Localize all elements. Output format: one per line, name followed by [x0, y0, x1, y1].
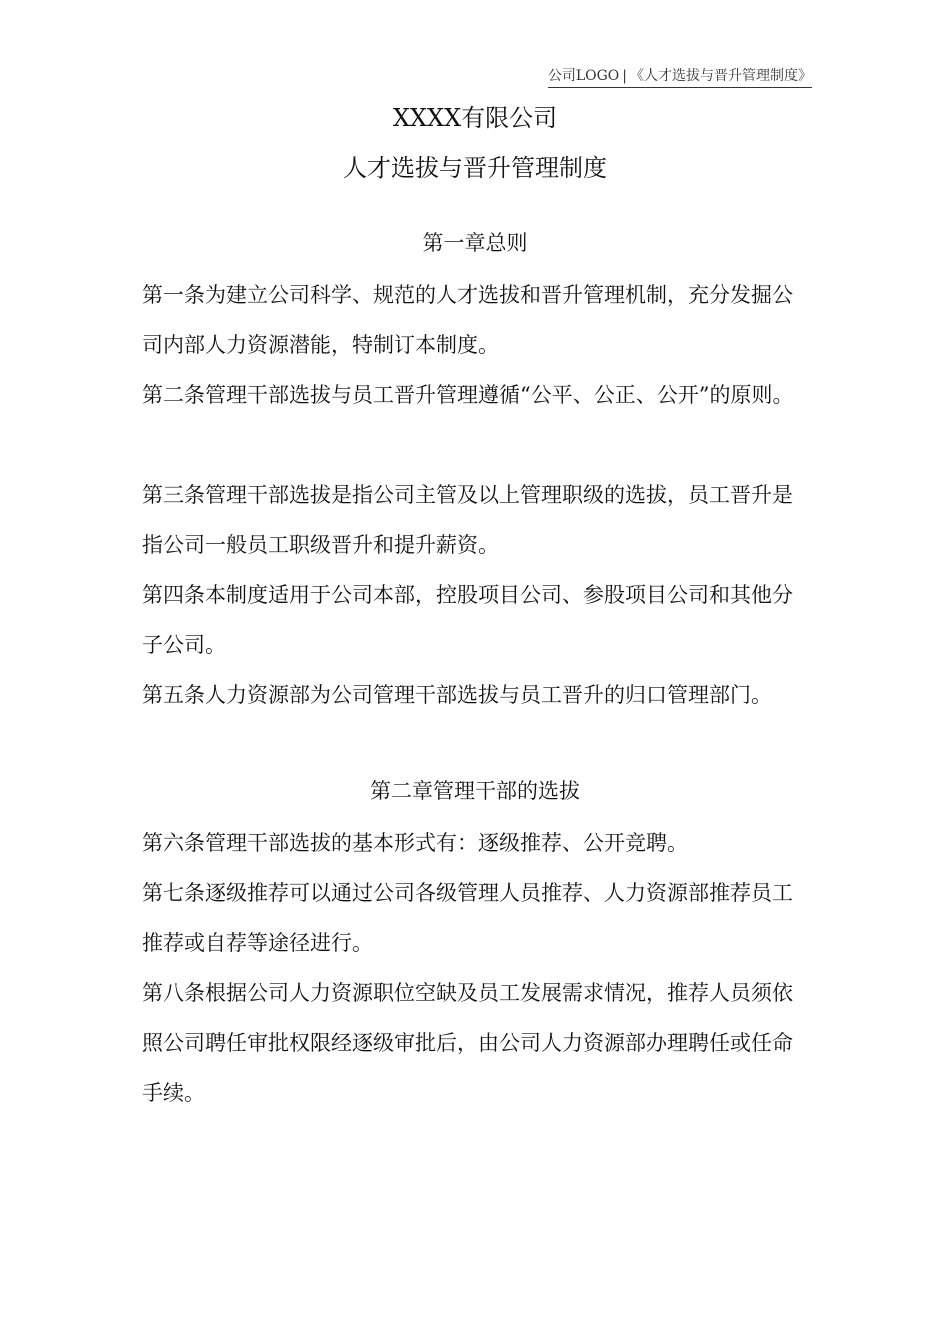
- chapter-title: 第二章管理干部的选拔: [370, 779, 580, 803]
- chapter-title: 第一章总则: [422, 231, 528, 255]
- article: 第二条管理干部选拔与员工晋升管理遵循“公平、公正、公开”的原则。: [142, 383, 794, 407]
- article: 第一条为建立公司科学、规范的人才选拔和晋升管理机制，充分发掘公司内部人力资源潜能，特制订本制度。: [142, 283, 793, 357]
- article: 第三条管理干部选拔是指公司主管及以上管理职级的选拔，员工晋升是指公司一般员工职级晋升和提升薪资。: [142, 483, 793, 557]
- document-title: 人才选拔与晋升管理制度: [343, 154, 607, 182]
- article: 第八条根据公司人力资源职位空缺及员工发展需求情况，推荐人员须依照公司聘任审批权限经逐级审批后，由公司人力资源部办理聘任或任命手续。: [142, 981, 793, 1105]
- article: 第四条本制度适用于公司本部，控股项目公司、参股项目公司和其他分子公司。: [142, 583, 793, 657]
- header-doc-name: 《人才选拔与晋升管理制度》: [630, 68, 812, 84]
- article: 第六条管理干部选拔的基本形式有：逐级推荐、公开竞聘。: [142, 831, 688, 855]
- article: 第七条逐级推荐可以通过公司各级管理人员推荐、人力资源部推荐员工推荐或自荐等途径进行。: [142, 881, 793, 955]
- page-header: [548, 66, 812, 88]
- header-separator: |: [622, 68, 627, 84]
- header-logo-text: 公司LOGO: [547, 68, 620, 84]
- company-name: XXXX有限公司: [392, 104, 558, 132]
- article: 第五条人力资源部为公司管理干部选拔与员工晋升的归口管理部门。: [142, 683, 772, 707]
